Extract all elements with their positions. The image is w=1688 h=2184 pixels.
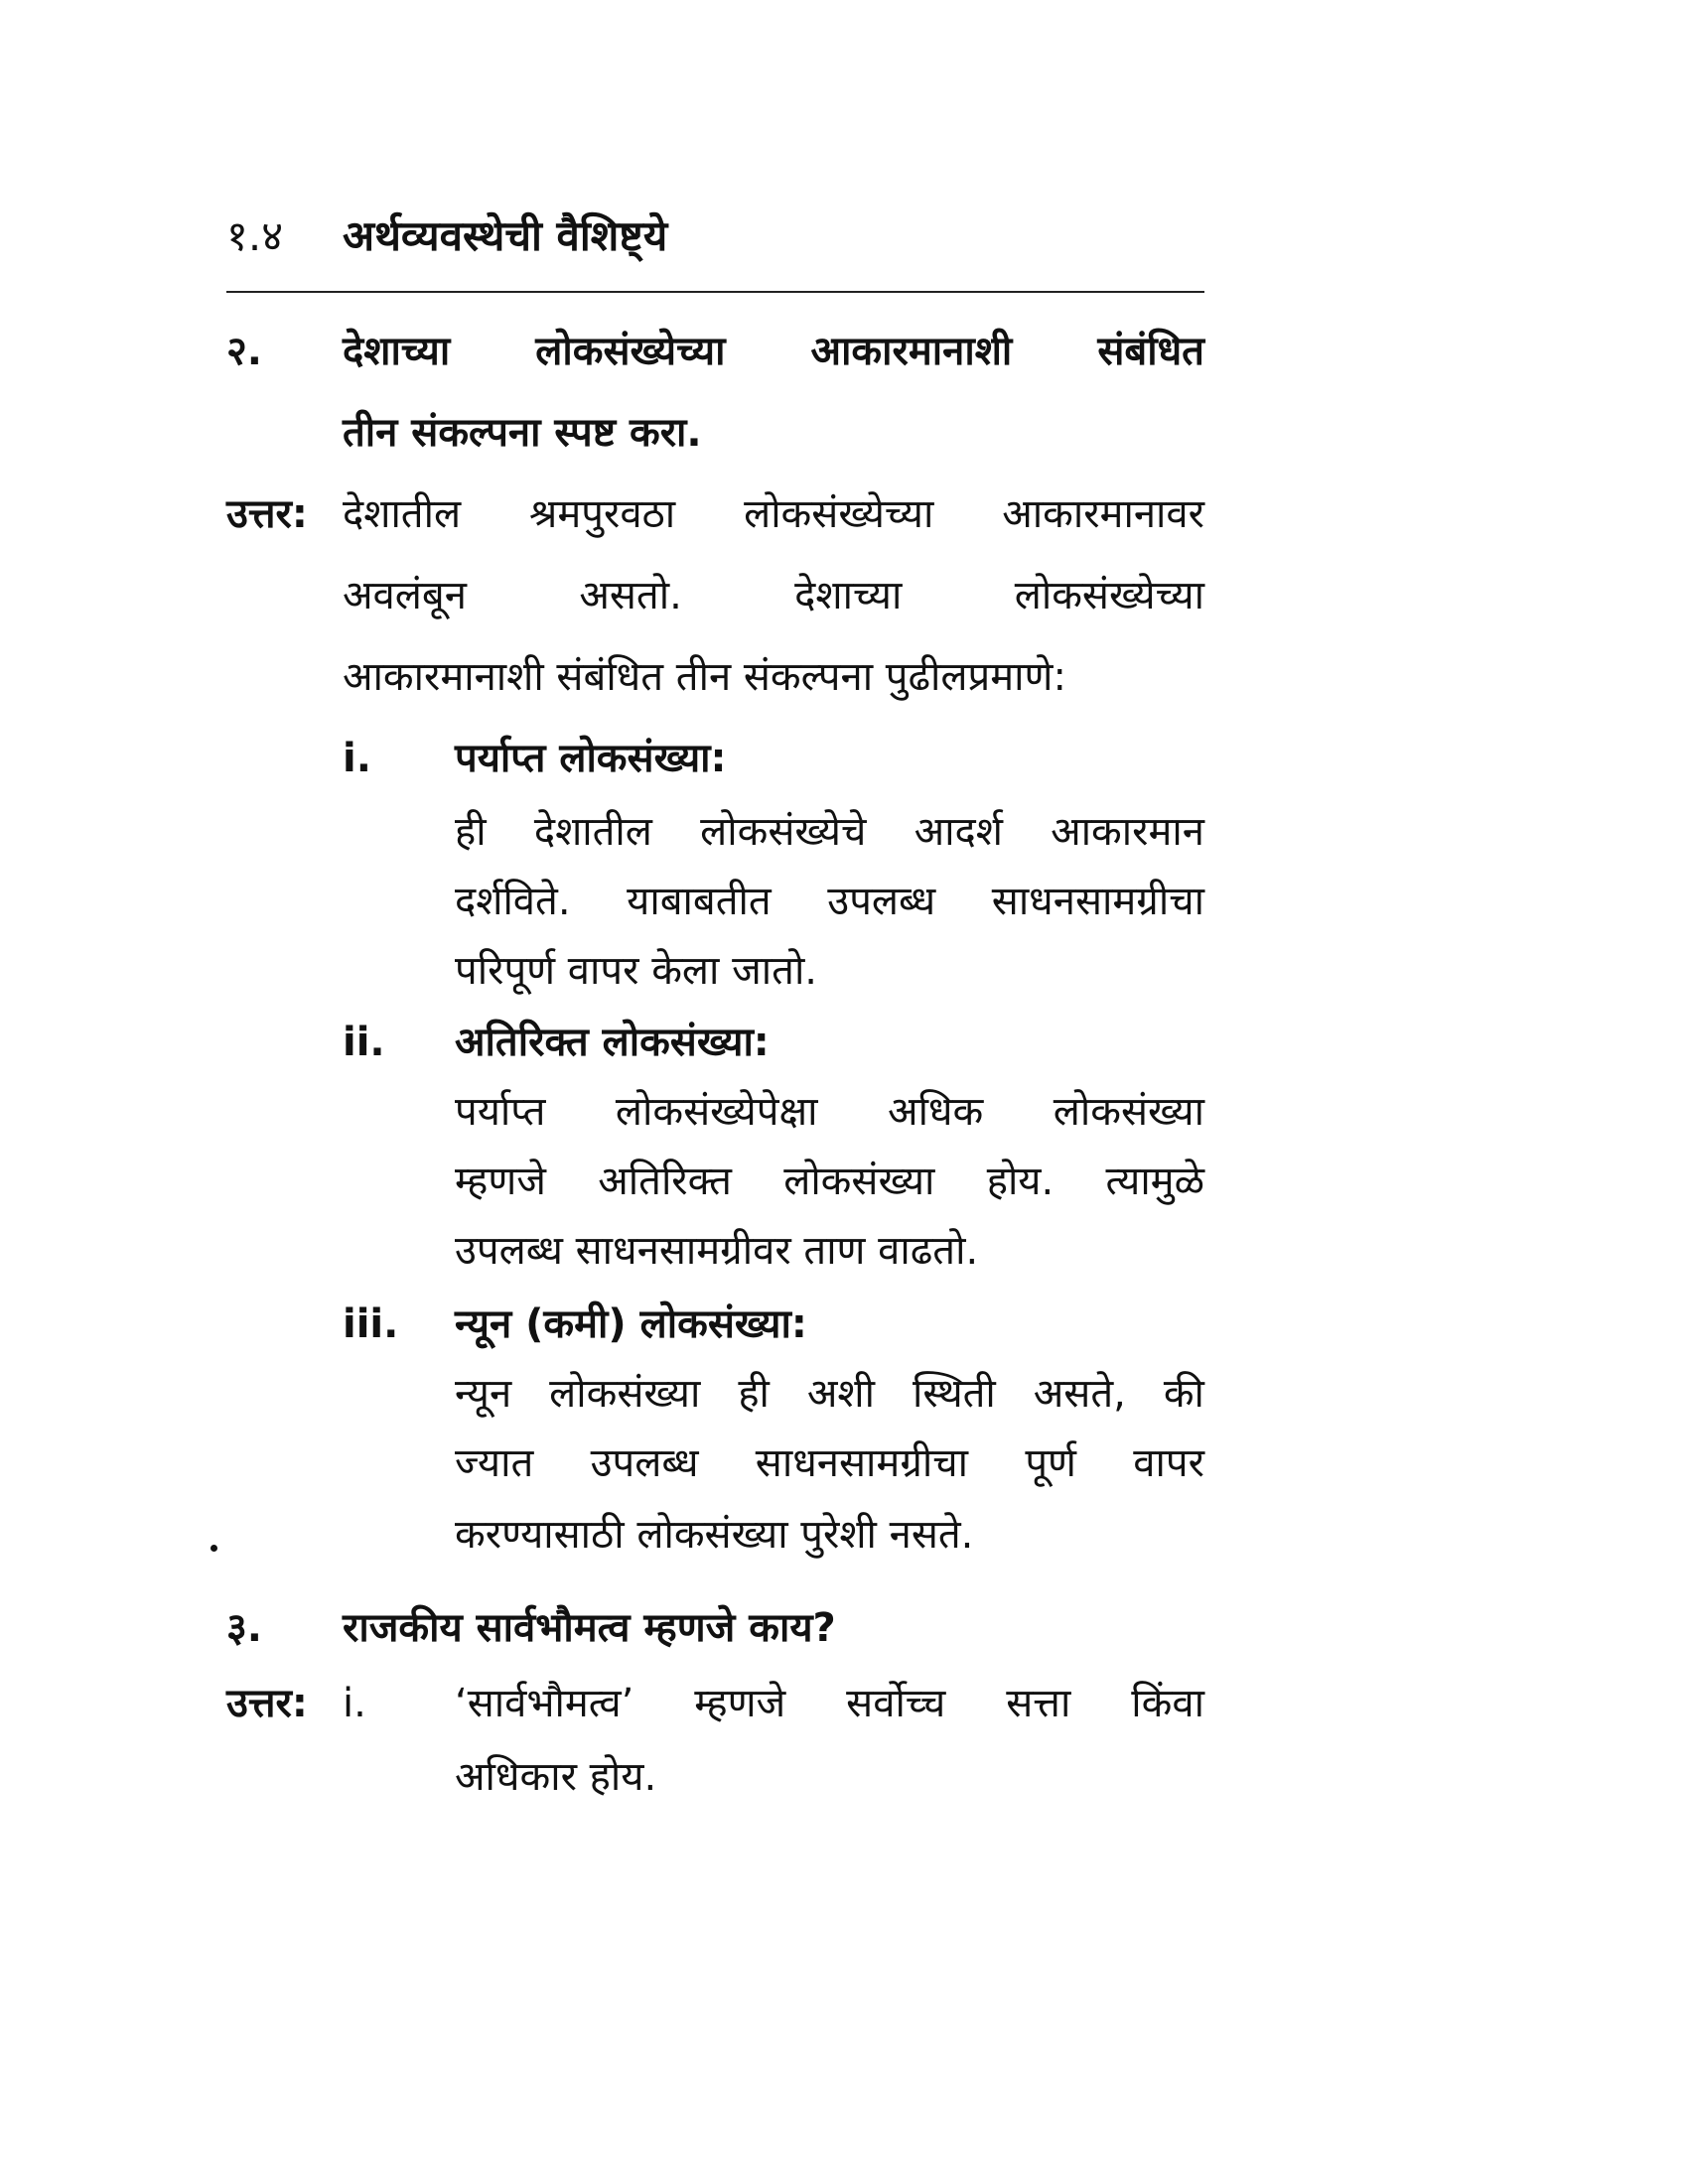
stray-dot xyxy=(211,1545,217,1552)
section-number: १.४ xyxy=(226,211,284,260)
section-title: अर्थव्यवस्थेची वैशिष्ट्ये xyxy=(343,211,668,260)
word: ‘सार्वभौमत्व’ xyxy=(455,1681,634,1726)
word: सत्ता xyxy=(1006,1681,1071,1726)
question-text-line: राजकीय सार्वभौमत्व म्हणजे काय? xyxy=(343,1605,836,1651)
answer-label: उत्तर: xyxy=(226,491,308,537)
list-item-title: न्यून (कमी) लोकसंख्या: xyxy=(455,1301,807,1347)
list-item-text-line xyxy=(455,1435,1204,1491)
word: याबाबतीत xyxy=(627,879,772,924)
word: ही xyxy=(738,1371,770,1417)
list-item-text-line xyxy=(455,1084,1204,1140)
answer-text-line xyxy=(343,568,1204,623)
word: उपलब्ध xyxy=(590,1440,699,1486)
answer-text-line: आकारमानाशी संबंधित तीन संकल्पना पुढीलप्रमाणे: xyxy=(343,654,1066,700)
word: अधिक xyxy=(888,1089,984,1135)
word: लोकसंख्येच्या xyxy=(744,491,934,537)
list-marker: i. xyxy=(343,736,371,781)
question-number: ३. xyxy=(226,1605,262,1651)
word: स्थिती xyxy=(912,1371,996,1417)
word: लोकसंख्या xyxy=(549,1371,701,1417)
question-text-line: तीन संकल्पना स्पष्ट करा. xyxy=(343,410,702,456)
list-item-title: पर्याप्त लोकसंख्या: xyxy=(455,736,727,781)
list-item-text-line xyxy=(455,874,1204,929)
word: आकारमानाशी xyxy=(810,329,1013,374)
word: लोकसंख्येच्या xyxy=(1014,573,1204,618)
word: पर्याप्त xyxy=(455,1089,546,1135)
word: पूर्ण xyxy=(1025,1440,1076,1486)
word: दर्शविते. xyxy=(455,879,571,924)
word: संबंधित xyxy=(1097,329,1204,374)
word: लोकसंख्येचे xyxy=(700,809,867,855)
answer-text-line xyxy=(343,486,1204,542)
question-text-line xyxy=(343,324,1204,379)
list-item-title: अतिरिक्त लोकसंख्या: xyxy=(455,1020,770,1065)
word: किंवा xyxy=(1131,1681,1204,1726)
word: लोकसंख्या xyxy=(1053,1089,1204,1135)
list-item-text-line: परिपूर्ण वापर केला जातो. xyxy=(455,948,818,994)
word: त्यामुळे xyxy=(1105,1159,1204,1204)
word: श्रमपुरवठा xyxy=(529,491,676,537)
list-item-text-line xyxy=(455,1154,1204,1209)
word: म्हणजे xyxy=(694,1681,786,1726)
word: लोकसंख्येच्या xyxy=(535,329,726,374)
word: म्हणजे xyxy=(455,1159,546,1204)
word: लोकसंख्या xyxy=(783,1159,935,1204)
word: लोकसंख्येपेक्षा xyxy=(615,1089,818,1135)
word: ही xyxy=(455,809,487,855)
word: वापर xyxy=(1133,1440,1204,1486)
word: साधनसामग्रीचा xyxy=(755,1440,968,1486)
header-divider xyxy=(226,291,1204,293)
question-number: २. xyxy=(226,329,262,374)
word: आकारमान xyxy=(1051,809,1204,855)
answer-text-line: अधिकार होय. xyxy=(455,1754,657,1800)
word: न्यून xyxy=(455,1371,512,1417)
word: सर्वोच्च xyxy=(846,1681,946,1726)
word: अतिरिक्त xyxy=(598,1159,732,1204)
word: होय. xyxy=(986,1159,1055,1204)
list-item-text-line: करण्यासाठी लोकसंख्या पुरेशी नसते. xyxy=(455,1512,974,1558)
list-marker: i. xyxy=(343,1681,366,1726)
list-item-text-line xyxy=(455,1366,1204,1422)
answer-text-line xyxy=(455,1676,1204,1731)
word: देशातील xyxy=(533,809,652,855)
word: अशी xyxy=(806,1371,875,1417)
word: साधनसामग्रीचा xyxy=(991,879,1204,924)
word: देशातील xyxy=(343,491,462,537)
word: असतो. xyxy=(579,573,682,618)
list-marker: iii. xyxy=(343,1301,399,1347)
word: आकारमानावर xyxy=(1002,491,1204,537)
word: देशाच्या xyxy=(794,573,903,618)
list-item-text-line: उपलब्ध साधनसामग्रीवर ताण वाढतो. xyxy=(455,1228,979,1274)
word: असते, xyxy=(1033,1371,1126,1417)
word: ज्यात xyxy=(455,1440,534,1486)
list-marker: ii. xyxy=(343,1020,385,1065)
word: उपलब्ध xyxy=(827,879,936,924)
word: आदर्श xyxy=(914,809,1003,855)
answer-label: उत्तर: xyxy=(226,1681,308,1726)
word: की xyxy=(1163,1371,1204,1417)
word: अवलंबून xyxy=(343,573,467,618)
list-item-text-line xyxy=(455,804,1204,860)
word: देशाच्या xyxy=(343,329,451,374)
